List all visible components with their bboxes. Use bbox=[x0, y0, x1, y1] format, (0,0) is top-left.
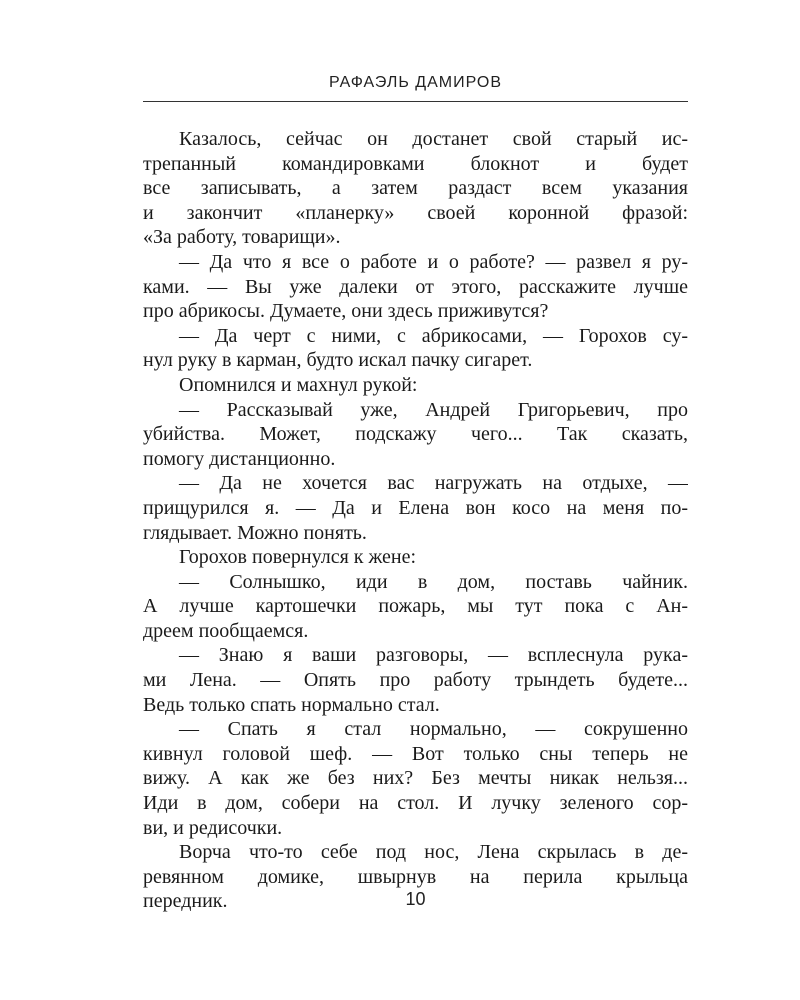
text-line: — Солнышко, иди в дом, поставь чайник. bbox=[179, 570, 688, 593]
text-line: Ведь только спать нормально стал. bbox=[143, 693, 440, 716]
text-line: — Да что я все о работе и о работе? — развел я ру- bbox=[179, 250, 688, 273]
header-rule bbox=[143, 101, 688, 102]
text-line: про абрикосы. Думаете, они здесь приживутся? bbox=[143, 300, 549, 323]
text-line: Горохов повернулся к жене: bbox=[179, 546, 417, 569]
text-line: А лучше картошечки пожарь, мы тут пока с Ан- bbox=[143, 595, 688, 618]
text-line: Иди в дом, собери на стол. И лучку зеленого сор- bbox=[143, 792, 688, 815]
text-line: трепанный командировками блокнот и будет bbox=[143, 152, 688, 175]
text-line: дреем пообщаемся. bbox=[143, 619, 309, 642]
running-head: РАФАЭЛЬ ДАМИРОВ bbox=[328, 74, 503, 91]
text-line: вижу. А как же без них? Без мечты никак нельзя... bbox=[143, 767, 688, 790]
text-line: помогу дистанционно. bbox=[143, 447, 336, 470]
page-number: 10 bbox=[405, 889, 426, 909]
text-line: кивнул головой шеф. — Вот только сны теперь не bbox=[143, 742, 688, 765]
text-line: — Спать я стал нормально, — сокрушенно bbox=[179, 718, 688, 741]
text-line: Ворча что-то себе под нос, Лена скрылась в де- bbox=[179, 841, 688, 864]
text-line: глядывает. Можно понять. bbox=[143, 521, 367, 544]
text-line: прищурился я. — Да и Елена вон косо на меня по- bbox=[143, 496, 688, 519]
text-line: — Знаю я ваши разговоры, — всплеснула рука- bbox=[179, 644, 688, 667]
body-text bbox=[143, 127, 688, 914]
text-line: убийства. Может, подскажу чего... Так сказать, bbox=[143, 423, 688, 446]
text-line: — Да не хочется вас нагружать на отдыхе, — bbox=[179, 472, 688, 495]
text-line: нул руку в карман, будто искал пачку сигарет. bbox=[143, 349, 533, 372]
text-line: ви, и редисочки. bbox=[143, 816, 283, 839]
text-line: передник. bbox=[143, 890, 228, 913]
text-line: все записывать, а затем раздаст всем указания bbox=[143, 177, 688, 200]
text-line: — Рассказывай уже, Андрей Григорьевич, про bbox=[179, 398, 688, 421]
text-line: ревянном домике, швырнув на перила крыльца bbox=[143, 865, 688, 888]
text-line: и закончит «планерку» своей коронной фразой: bbox=[143, 201, 688, 224]
text-line: «За работу, товарищи». bbox=[143, 226, 341, 249]
text-line: Опомнился и махнул рукой: bbox=[179, 373, 418, 396]
text-line: — Да черт с ними, с абрикосами, — Горохов су- bbox=[179, 324, 688, 347]
text-line: ми Лена. — Опять про работу трындеть будете... bbox=[143, 669, 688, 692]
text-line: Казалось, сейчас он достанет свой старый ис- bbox=[179, 128, 688, 150]
text-line: ками. — Вы уже далеки от этого, расскажите лучше bbox=[143, 275, 688, 298]
